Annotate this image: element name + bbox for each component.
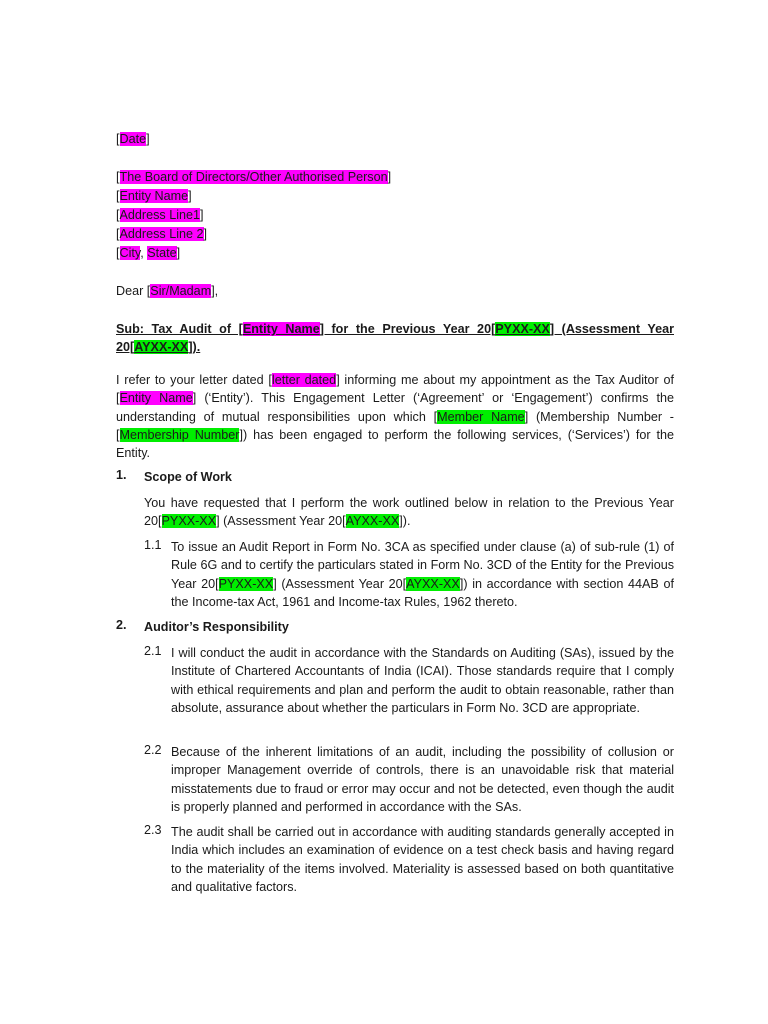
clause-2-3-number: 2.3 [144, 823, 162, 837]
addressee-line: [The Board of Directors/Other Authorised Person] [116, 170, 392, 184]
membership-number-placeholder: Membership Number [119, 427, 240, 442]
board-placeholder: The Board of Directors/Other Authorised Person [119, 170, 388, 184]
sir-madam-placeholder: Sir/Madam [150, 284, 212, 298]
clause-1-1: To issue an Audit Report in Form No. 3CA as specified under clause (a) of sub-rule (1) of Rule 6G and to certify the particulars stated in Form No. 3CD of the Entity for the Previous Year 20[PYXX-XX] (Assessment Year 20[AYXX-XX]) in accordance with section 44AB of the Income-tax Act, 1961 and Income-tax Rules, 1962 thereto. [171, 540, 674, 609]
address-line2: [Address Line 2] [116, 227, 208, 241]
date-line: [Date] [116, 132, 150, 146]
intro-paragraph: I refer to your letter dated [letter dated] informing me about my appointment as the Tax Auditor of [Entity Name] (‘Entity’). This Engagement Letter (‘Agreement’ or ‘Engagement’) confirms the understanding of mutual responsibilities upon which [Member Name] (Membership Number - [Membership Number]) has been engaged to perform the following services, (‘Services’) for the Entity. [116, 373, 675, 461]
letter-dated-placeholder: letter dated [271, 373, 337, 387]
clause-2-3: The audit shall be carried out in accordance with auditing standards generally accepted in India which includes an examination of evidence on a test check basis and having regard to the materiality of the items involved. Materiality is assessed based on both quantitative and qualitative factors. [171, 825, 674, 894]
section-1-title: Scope of Work [144, 470, 232, 484]
salutation: Dear [Sir/Madam], [116, 284, 219, 298]
address-line1-placeholder: Address Line1 [119, 208, 201, 222]
section-1-number: 1. [116, 468, 127, 482]
clause-1-1-number: 1.1 [144, 538, 162, 552]
city-state-line: [City, State] [116, 246, 181, 260]
entity-name-placeholder: Entity Name [119, 189, 189, 203]
clause-2-2: Because of the inherent limitations of an audit, including the possibility of collusion or improper Management override of controls, there is an unavoidable risk that material misstatements due to fraud or error may occur and not be detected, even though the audit is properly planned and performed in accordance with the SAs. [171, 745, 674, 814]
state-placeholder: State [147, 246, 177, 260]
address-line2-placeholder: Address Line 2 [119, 227, 204, 241]
subject-line: Sub: Tax Audit of [Entity Name] for the Previous Year 20[PYXX-XX] (Assessment Year 20[AYXX-XX]). [116, 322, 674, 355]
member-name-placeholder: Member Name [437, 409, 525, 424]
clause-2-1-number: 2.1 [144, 644, 162, 658]
clause-2-2-number: 2.2 [144, 743, 162, 757]
section-2-number: 2. [116, 618, 127, 632]
section-2-title: Auditor’s Responsibility [144, 620, 289, 634]
clause-2-1: I will conduct the audit in accordance with the Standards on Auditing (SAs), issued by the Institute of Chartered Accountants of India (ICAI). Those standards require that I comply with ethical requirements and plan and perform the audit to obtain reasonable, rather than absolute, assurance about whether the particulars in Form No. 3CD are appropriate. [171, 646, 674, 715]
date-placeholder: Date [119, 132, 147, 146]
entity-name-line: [Entity Name] [116, 189, 192, 203]
address-line1: [Address Line1] [116, 208, 204, 222]
section-1-intro: You have requested that I perform the work outlined below in relation to the Previous Year 20[PYXX-XX] (Assessment Year 20[AYXX-XX]). [144, 496, 674, 529]
city-placeholder: City [119, 246, 141, 260]
